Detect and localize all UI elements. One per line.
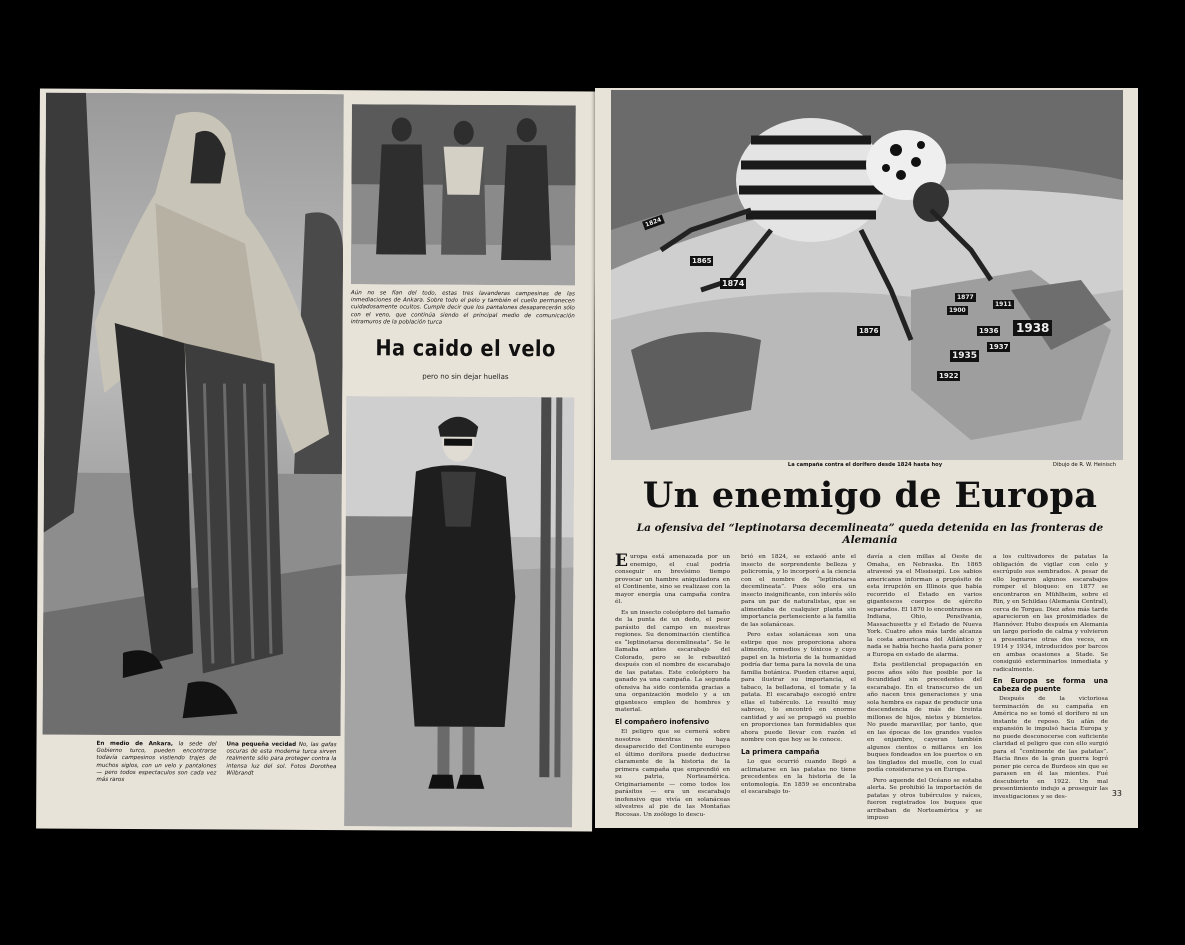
article-column-3 [867, 554, 982, 826]
map-label: 1876 [859, 327, 879, 335]
left-page [36, 89, 596, 832]
paragraph: Esta pestilencial propagación en pocos años sólo fue posible por la fecundidad sin precedentes del escarabajo. En el transcurso de un año nacen tres generaciones y una sola hembra es capaz de producir una descendencia de más de treinta millones de hijos, nietos y biznietos. No puede maravillar, por tanto, que en las épocas de los grandes vuelos en enjambre, cayeran también algunos cientos o millares en los buques fondeados en los puertos o en los tinglados del muelle, con lo cual podía considerarse ya en Europa. [867, 662, 982, 773]
paragraph: Después de la victoriosa terminación de su campaña en América no se tomó el dorífero ni un instante de reposo. Su afán de expansión le impulsó hacia Europa y no puede desconocerse con suficiente claridad el peligro que con ello surgió para el “continente de las patatas”. Hacia fines de la gran guerra logró poner pie cerca de Burdeos sin que se parasen en él las mientes. Fué descubierto en 1922. Un mal presentimiento indujo a proseguir las investigaciones y se des- [993, 696, 1108, 800]
map-label: 1935 [952, 351, 978, 361]
map-label: 1911 [995, 301, 1012, 308]
photo-women-caption: Aún no se fían del todo, estas tres lavanderas campesinas de las inmediaciones de Ankara. Sobre todo el pelo y también el cuello permanecen cuidadosamente ocultos. Cumple decir que los pantalones desaparecerán sólo con el veno, que continúa siendo el principal medio de comunicación intramuros de la población turca [350, 290, 575, 326]
article-title: Un enemigo de Europa [642, 475, 1098, 516]
map-label: 1865 [692, 257, 712, 265]
map-label: 1874 [722, 279, 745, 288]
section-heading: El compañero inofensivo [615, 717, 710, 726]
article-column-4 [993, 554, 1108, 804]
right-page [595, 88, 1138, 828]
map-label: 1877 [957, 294, 974, 301]
beetle-map-illustration [611, 90, 1123, 460]
section-subtitle: pero no sin dejar huellas [422, 372, 509, 382]
article-column-1 [615, 551, 730, 822]
paragraph: El peligro que se cernerá sobre nosotros mientras no haya desaparecido del Continente europeo el último dorífora puede deducirse claramente de la historia de la primera campaña que emprendió en su patria, Norteamérica. Originariamente — como todos los parásitos — era un escarabajo inofensivo que vivía en solanáceas silvestres al pie de las Montañas Rocosas. Un zoólogo lo descu- [615, 729, 730, 818]
section-title: Ha caido el velo [375, 336, 556, 363]
paragraph: davía a cien millas al Oeste de Omaha, en Nebraska. En 1865 atravesó ya el Mississipí. Los sabios americanos informan a propósito de esta irrupción en Illinois que había recorrido el Estado en varios gigantescos cuerpos de ejército separados. El 1870 lo encontramos en Indiana, Ohio, Pensilvania, Massachusetts y el Estado de Nueva York. Cuatro años más tarde alcanza la costa americana del Atlántico y nada se había hecho hasta para poner a Europa en estado de alarma. [867, 554, 982, 658]
map-label: 1900 [949, 307, 966, 314]
section-heading: La primera campaña [741, 747, 820, 756]
paragraph: brió en 1824, se extasió ante el insecto de sorprendente belleza y policromía, y lo incorporó a la ciencia con el nombre de “leptinotarsa decemlineata”. Pues sólo era un insecto insignificante, con interés sólo para un par de naturalistas, que se alimentaba de cualquier planta sin importancia perteneciente a la familia de las solanáceas. [741, 554, 856, 628]
photo-veiled-woman [43, 93, 344, 737]
paragraph: Es un insecto coleóptero del tamaño de la punta de un dedo, el peor parásito del campo en nuestras regiones. Su denominación científica es “leptinotarsa decemlineata”. Se le llamaba antes escarabajo del Colorado, pero se le rebautizó después con el nombre de escarabajo de las patatas. Este coleóptero ha ganado ya una campaña. La segunda ofensiva ha sido contenida gracias a una organización modelo y a un gigantesco empleo de hombres y material. [615, 609, 730, 713]
map-label: 1937 [989, 343, 1009, 351]
paragraph: Europa está amenazada por un enemigo, el cual podría conseguir en brevísimo tiempo provocar un hambre aniquiladora en el Continente, sino se realizase con la mayor energía una campaña contra él. [615, 551, 730, 605]
map-label: 1936 [979, 327, 999, 335]
page-number: 33 [1111, 789, 1122, 798]
photo-modern-caption: Una pequeña vecidad No, las gafas oscuras de esta moderna turca sirven realmente sólo para proteger contra la intensa luz del sol. Fotos Dorothea Wilbrandt [226, 741, 337, 777]
article-column-2 [741, 554, 856, 800]
photo-veiled-caption: En medio de Ankara, la sede del Gobierno turco, pueden encontrarse todavía campesinos vistiendo trajes de muchos siglos, con un velo y pantalones — pero todos espectaculos son cada vez más raros [96, 740, 217, 784]
photo-three-women [351, 104, 576, 285]
paragraph: Pero estas solanáceas son una estirpe que nos proporciona ahora alimento, remedios y tóxicos y cuyo papel en la historia de la humanidad podría dar tema para la novela de una familia botánica. Pueden citarse aquí, para ilustrar su importancia, el tabaco, la belladona, el tomate y la patata. El escarabajo escogió entre ellas el tubérculo. Le resultó muy sabroso, lo encontró en enorme cantidad y así se propagó su pueblo en proporciones tan formidables que ahora puede llevar con razón el nombre con que hoy se le conoce. [741, 632, 856, 743]
paragraph: Lo que ocurrió cuando llegó a aclimatarse en las patatas no tiene precedentes en la historia de la entomología. En 1859 se encontraba el escarabajo to- [741, 759, 856, 795]
map-caption: La campaña contra el dorífero desde 1824 hasta hoy [787, 462, 943, 468]
article-subtitle: La ofensiva del “leptinotarsa decemlineata” queda detenida en las fronteras de Alemania [636, 522, 1104, 546]
dropcap: E [615, 551, 628, 571]
map-label: 1824 [642, 215, 665, 231]
map-label: 1922 [939, 372, 959, 380]
map-label: 1938 [1013, 320, 1052, 336]
photo-modern-woman [344, 396, 574, 827]
paragraph: a los cultivadores de patatas la obligación de vigilar con celo y escrúpulo sus sembrados. A pesar de ello lograron algunos escarabajos romper el bloqueo: en 1877 se encontraron en Mühlheim, sobre el Rin, y en Schildau (Alemania Central), cerca de Torgau. Diez años más tarde aparecieron en las proximidades de Hannóver. Hubo después en Alemania un largo período de calma y volvieron a presentarse otras dos veces, en 1914 y 1934, introducidos por barcos en ambas ocasiones a Stade. Se consiguió exterminarlos inmediata y radicalmente. [993, 554, 1108, 673]
photo-credit: Fotos Dorothea Wilbrandt [226, 763, 337, 777]
paragraph: Pero aquende del Océano se estaba alerta. Se prohibió la importación de patatas y otros tubérculos y raíces, fueron registrados los buques que arribaban de Norteamérica y se impuso [867, 777, 982, 821]
map-credit: Dibujo de R. W. Heinisch [1052, 462, 1116, 468]
section-heading: En Europa se forma una cabeza de puente [993, 677, 1108, 693]
